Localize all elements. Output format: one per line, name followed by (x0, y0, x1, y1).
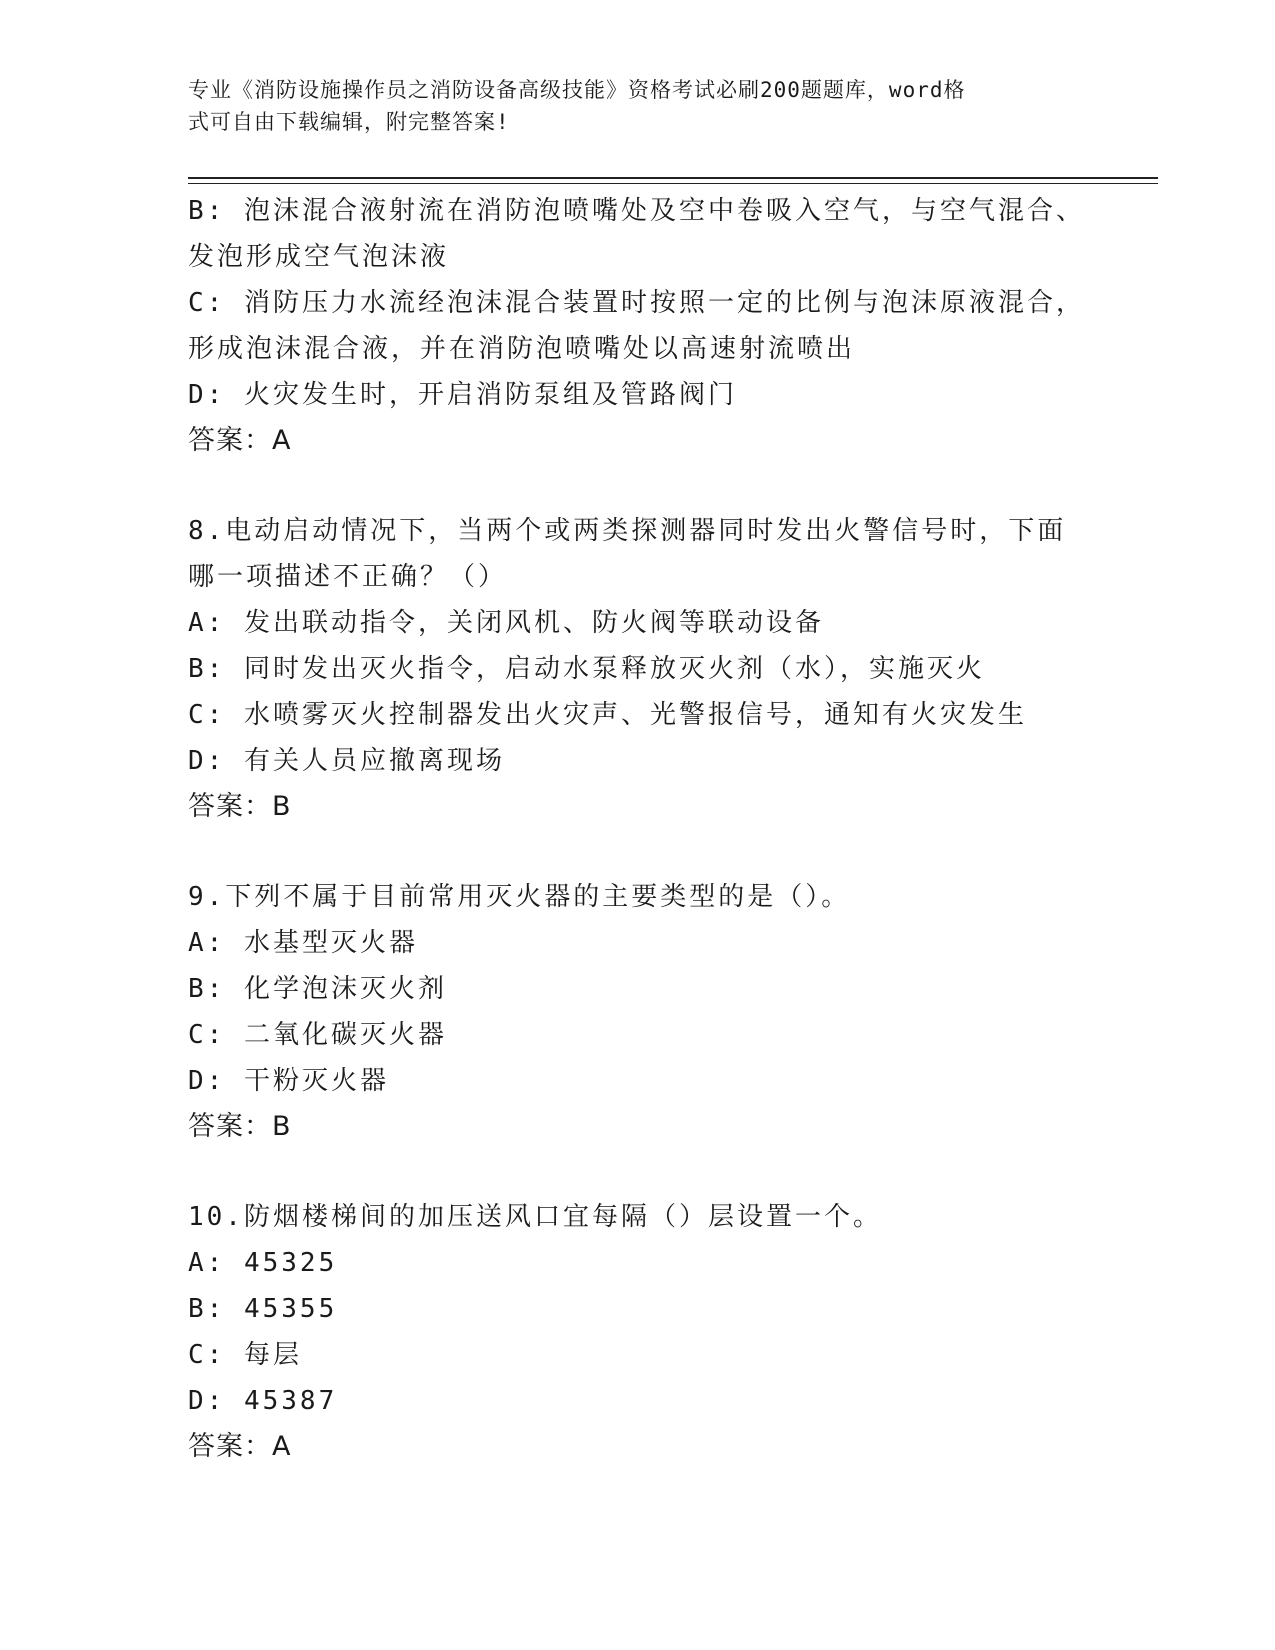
question-9 (188, 874, 1108, 1150)
option-b: B: 化学泡沫灭火剂 (188, 974, 447, 1004)
header-line-1: 专业《消防设施操作员之消防设备高级技能》资格考试必刷200题题库，word格 (188, 78, 966, 102)
option-c: C: 水喷雾灭火控制器发出火灾声、光警报信号，通知有火灾发生 (188, 700, 1027, 730)
option-a: A: 发出联动指令，关闭风机、防火阀等联动设备 (188, 608, 824, 638)
option-d: D: 有关人员应撤离现场 (188, 746, 505, 776)
question-stem-line-1: 8.电动启动情况下，当两个或两类探测器同时发出火警信号时，下面 (188, 516, 1067, 546)
document-header (188, 74, 1088, 138)
option-a: A: 水基型灭火器 (188, 928, 418, 958)
answer: 答案：A (188, 1431, 292, 1462)
header-divider-thick (188, 177, 1158, 179)
header-line-2: 式可自由下载编辑，附完整答案! (188, 110, 510, 134)
option-d: D: 火灾发生时，开启消防泵组及管路阀门 (188, 380, 737, 410)
option-b-line-2: 发泡形成空气泡沫液 (188, 242, 450, 272)
header-divider-thin (188, 183, 1158, 184)
answer: 答案：B (188, 791, 292, 822)
question-list (188, 188, 1108, 1470)
question-stem: 10.防烟楼梯间的加压送风口宜每隔（）层设置一个。 (188, 1202, 882, 1232)
option-d: D: 干粉灭火器 (188, 1066, 389, 1096)
answer: 答案：B (188, 1111, 292, 1142)
option-c: C: 每层 (188, 1340, 302, 1370)
question-7 (188, 188, 1108, 464)
answer: 答案：A (188, 425, 292, 456)
question-stem-line-2: 哪一项描述不正确？（） (188, 562, 508, 592)
option-c-line-1: C: 消防压力水流经泡沫混合装置时按照一定的比例与泡沫原液混合， (188, 288, 1085, 318)
question-10 (188, 1194, 1108, 1470)
question-stem: 9.下列不属于目前常用灭火器的主要类型的是（）。 (188, 882, 851, 912)
option-a: A: 45325 (188, 1248, 338, 1278)
option-c-line-2: 形成泡沫混合液，并在消防泡喷嘴处以高速射流喷出 (188, 334, 856, 364)
option-d: D: 45387 (188, 1386, 338, 1416)
option-b: B: 同时发出灭火指令，启动水泵释放灭火剂（水），实施灭火 (188, 654, 985, 684)
option-b-line-1: B: 泡沫混合液射流在消防泡喷嘴处及空中卷吸入空气，与空气混合、 (188, 196, 1085, 226)
option-b: B: 45355 (188, 1294, 338, 1324)
question-8 (188, 508, 1108, 830)
option-c: C: 二氧化碳灭火器 (188, 1020, 447, 1050)
